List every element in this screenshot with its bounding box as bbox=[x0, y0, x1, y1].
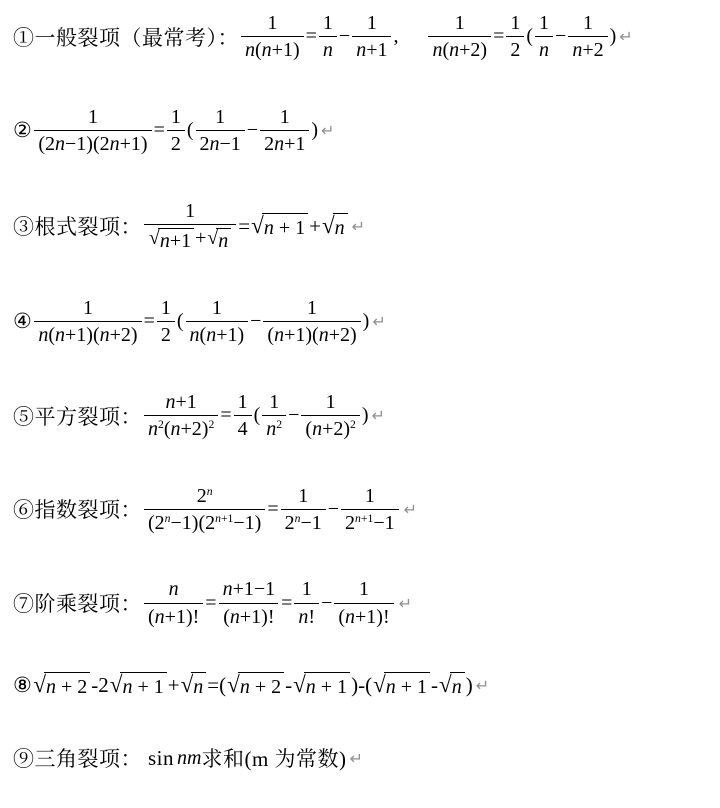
formula-line-5 bbox=[13, 391, 716, 441]
label-text: ③根式裂项： bbox=[13, 215, 142, 240]
fraction-denominator bbox=[144, 509, 265, 534]
math-text: 2 bbox=[170, 133, 181, 156]
math-fraction bbox=[234, 391, 252, 441]
math-text: 4 bbox=[237, 418, 248, 441]
math-text: n bbox=[148, 418, 158, 441]
formula-line-4 bbox=[13, 297, 716, 347]
math-text: 1 bbox=[322, 12, 333, 34]
fraction-denominator bbox=[234, 415, 252, 440]
radicand bbox=[262, 213, 308, 240]
label-text: ⑥指数裂项： bbox=[13, 498, 142, 523]
fraction-numerator bbox=[234, 391, 252, 415]
math-text: n bbox=[168, 578, 179, 601]
math-sqrt bbox=[33, 672, 90, 699]
math-text: n bbox=[266, 418, 277, 441]
radical-sign: √ bbox=[321, 211, 335, 238]
math-text: n bbox=[193, 676, 204, 699]
math-text: 1 bbox=[82, 296, 93, 319]
math-text: (n+1)! bbox=[338, 605, 390, 628]
paragraph-return-icon: ↵ bbox=[398, 593, 413, 613]
math-text: )-( bbox=[351, 673, 373, 698]
radical-sign: √ bbox=[109, 671, 123, 698]
math-text: n! bbox=[298, 605, 316, 628]
math-text: n(n+1) bbox=[189, 324, 245, 347]
label-text: ⑦阶乘裂项： bbox=[13, 592, 142, 617]
math-text: ) bbox=[362, 310, 370, 333]
math-text: 1 bbox=[298, 484, 309, 507]
fraction-denominator bbox=[319, 36, 337, 61]
paragraph-return-icon: ↵ bbox=[372, 312, 386, 332]
formula-line-2 bbox=[13, 106, 716, 156]
math-fraction bbox=[196, 106, 245, 156]
math-fraction bbox=[294, 578, 319, 628]
radicand bbox=[216, 228, 231, 253]
fraction-denominator bbox=[352, 36, 391, 61]
label-text: ② bbox=[13, 118, 33, 143]
math-text: 1 bbox=[510, 12, 521, 34]
math-text: n+1 bbox=[159, 229, 192, 252]
math-superscript: 2 bbox=[350, 418, 356, 432]
fraction-denominator bbox=[281, 509, 326, 534]
paragraph-return-icon: ↵ bbox=[403, 499, 418, 519]
fraction-numerator bbox=[219, 578, 280, 602]
math-text: − bbox=[288, 404, 300, 427]
fraction-numerator bbox=[165, 578, 183, 602]
math-text: − bbox=[246, 119, 259, 142]
fraction-numerator bbox=[303, 297, 321, 321]
math-text: , bbox=[393, 25, 399, 48]
fraction-numerator bbox=[363, 12, 381, 36]
math-text: 2n−1 bbox=[199, 133, 241, 156]
fraction-numerator bbox=[84, 106, 102, 130]
math-fraction bbox=[352, 12, 391, 62]
math-text: 1 bbox=[307, 296, 318, 319]
fraction-numerator bbox=[535, 12, 553, 36]
math-superscript: n+1 bbox=[355, 511, 374, 525]
fraction-numerator bbox=[361, 485, 379, 509]
fraction-denominator bbox=[428, 36, 491, 61]
math-fraction bbox=[281, 485, 326, 535]
math-fraction bbox=[568, 12, 607, 62]
fraction-denominator bbox=[263, 321, 360, 346]
fraction-numerator bbox=[298, 578, 316, 602]
math-sqrt bbox=[181, 672, 207, 699]
math-text: (2n−1)(2n+1) bbox=[38, 133, 148, 156]
math-fraction bbox=[260, 106, 309, 156]
math-text: 1 bbox=[364, 484, 375, 507]
math-text: = bbox=[205, 591, 217, 614]
math-text: (n+2) bbox=[163, 418, 209, 441]
radical-sign: √ bbox=[180, 671, 194, 698]
radicand bbox=[120, 672, 166, 699]
math-text: n + 1 bbox=[122, 676, 164, 699]
math-text: 1 bbox=[211, 296, 222, 319]
math-text: = bbox=[281, 591, 293, 614]
fraction-denominator bbox=[144, 415, 218, 440]
fraction-denominator bbox=[260, 130, 309, 155]
math-fraction bbox=[241, 12, 304, 62]
math-text: 1 bbox=[160, 296, 171, 319]
math-text: 1 bbox=[359, 578, 369, 601]
label-text: 求和(m 为常数) bbox=[201, 747, 347, 772]
math-text: 2n+1 bbox=[264, 133, 306, 156]
math-superscript: 2 bbox=[158, 418, 164, 432]
radicand bbox=[450, 672, 465, 699]
fraction-numerator bbox=[276, 106, 294, 130]
math-fraction bbox=[34, 297, 141, 347]
math-text: ) bbox=[311, 119, 319, 142]
fraction-numerator bbox=[322, 391, 340, 415]
math-text: + bbox=[195, 226, 207, 249]
math-text: n+2 bbox=[572, 39, 604, 62]
fraction-numerator bbox=[181, 200, 199, 224]
fraction-numerator bbox=[263, 12, 281, 36]
radicand bbox=[304, 672, 350, 699]
math-text: 2 bbox=[284, 511, 295, 534]
math-text: n+1−1 bbox=[222, 578, 276, 601]
math-text: n + 2 bbox=[239, 676, 282, 699]
math-text: ) bbox=[609, 25, 617, 48]
paragraph-return-icon: ↵ bbox=[351, 216, 366, 236]
math-text: −1) bbox=[233, 511, 262, 534]
fraction-numerator bbox=[579, 12, 597, 36]
fraction-numerator bbox=[211, 106, 229, 130]
math-text: 1 bbox=[454, 12, 465, 34]
fraction-denominator bbox=[241, 36, 304, 61]
math-sqrt bbox=[207, 228, 231, 253]
math-text: 1 bbox=[366, 12, 377, 34]
radical-sign: √ bbox=[227, 671, 240, 698]
math-text: n+1 bbox=[165, 390, 197, 413]
math-fraction bbox=[506, 12, 524, 62]
fraction-denominator bbox=[186, 321, 249, 346]
math-text: 2 bbox=[196, 484, 207, 507]
formula-line-7 bbox=[13, 578, 716, 628]
math-text: 1 bbox=[215, 105, 226, 128]
math-fraction bbox=[535, 12, 553, 62]
math-text: − bbox=[321, 591, 333, 614]
fraction-numerator bbox=[79, 297, 97, 321]
math-fraction bbox=[157, 297, 175, 347]
fraction-denominator bbox=[568, 36, 607, 61]
math-text: n bbox=[539, 39, 550, 62]
math-text: n(n+1)(n+2) bbox=[38, 324, 138, 347]
paragraph-return-icon: ↵ bbox=[475, 676, 490, 696]
fraction-denominator bbox=[157, 321, 175, 346]
math-text: + bbox=[309, 213, 321, 238]
math-text: 1 bbox=[267, 12, 278, 34]
fraction-denominator bbox=[144, 224, 236, 253]
fraction-numerator bbox=[506, 12, 524, 36]
math-sqrt bbox=[373, 672, 430, 699]
math-text: 1 bbox=[325, 390, 336, 413]
math-text: − bbox=[555, 25, 567, 48]
radicand bbox=[191, 672, 206, 699]
math-text: 1 bbox=[269, 390, 280, 413]
math-text: ( bbox=[526, 25, 534, 48]
math-fraction bbox=[319, 12, 337, 62]
math-fraction bbox=[144, 485, 265, 535]
math-fraction bbox=[144, 391, 218, 441]
label-text: ⑨三角裂项： bbox=[13, 747, 142, 772]
math-text: 1 bbox=[87, 105, 98, 128]
math-text: 1 bbox=[582, 12, 593, 34]
math-fraction bbox=[186, 297, 249, 347]
math-text: −1)(2 bbox=[170, 511, 216, 534]
fraction-numerator bbox=[294, 485, 312, 509]
math-text: (n+1)! bbox=[223, 605, 275, 628]
math-text: + bbox=[167, 673, 180, 698]
math-text: (n+2) bbox=[305, 418, 351, 441]
fraction-numerator bbox=[265, 391, 283, 415]
math-text: − bbox=[327, 497, 340, 520]
fraction-denominator bbox=[301, 415, 359, 440]
math-text: (2 bbox=[148, 511, 165, 534]
paragraph-return-icon: ↵ bbox=[321, 121, 335, 141]
math-sqrt bbox=[110, 672, 167, 699]
math-text: n + 1 bbox=[305, 676, 348, 699]
label-text: ①一般裂项（最常考）： bbox=[13, 25, 239, 50]
math-text: n bbox=[322, 39, 333, 62]
math-text: (n+1)! bbox=[148, 605, 200, 628]
radical-sign: √ bbox=[33, 671, 47, 698]
math-text: −1 bbox=[300, 511, 322, 534]
math-text: = bbox=[143, 310, 155, 333]
math-text: n + 1 bbox=[385, 676, 428, 699]
formula-line-3 bbox=[13, 200, 716, 253]
radicand bbox=[44, 672, 90, 699]
math-text: = bbox=[153, 119, 165, 142]
math-text: n bbox=[334, 216, 345, 239]
math-text: -2 bbox=[91, 673, 109, 698]
paragraph-return-icon: ↵ bbox=[619, 27, 633, 47]
fraction-numerator bbox=[355, 578, 373, 602]
math-text: = bbox=[238, 213, 251, 238]
math-fraction bbox=[34, 106, 151, 156]
math-text: = bbox=[220, 404, 232, 427]
fraction-numerator bbox=[319, 12, 337, 36]
fraction-numerator bbox=[208, 297, 226, 321]
fraction-numerator bbox=[157, 297, 175, 321]
math-text: 1 bbox=[279, 105, 290, 128]
math-text: 1 bbox=[301, 578, 312, 601]
label-text: ⑧ bbox=[13, 673, 33, 698]
math-text: ) bbox=[361, 404, 369, 427]
formula-line-6 bbox=[13, 485, 716, 535]
math-text: - bbox=[285, 673, 293, 698]
math-text: 1 bbox=[185, 199, 196, 222]
radicand bbox=[158, 228, 194, 253]
formula-line-1 bbox=[13, 12, 716, 62]
radicand bbox=[238, 672, 284, 699]
math-text: n bbox=[218, 229, 229, 252]
fraction-denominator bbox=[196, 130, 245, 155]
radical-sign: √ bbox=[439, 671, 452, 698]
math-text: 1 bbox=[237, 390, 248, 413]
formula-line-9 bbox=[13, 743, 716, 773]
formula-line-8 bbox=[13, 672, 716, 699]
math-superscript: n bbox=[164, 511, 171, 525]
math-sqrt bbox=[227, 672, 284, 699]
fraction-denominator bbox=[506, 36, 524, 61]
fraction-denominator bbox=[167, 130, 185, 155]
math-superscript: n+1 bbox=[215, 511, 234, 525]
paragraph-return-icon: ↵ bbox=[371, 406, 385, 426]
fraction-denominator bbox=[535, 36, 553, 61]
math-text: 1 bbox=[170, 105, 181, 128]
math-text: 1 bbox=[539, 12, 550, 34]
math-sqrt bbox=[322, 213, 348, 240]
math-fraction bbox=[334, 578, 393, 628]
label-text: ④ bbox=[13, 309, 33, 334]
math-superscript: 2 bbox=[276, 418, 283, 432]
math-text: nm bbox=[177, 746, 202, 769]
radicand bbox=[384, 672, 430, 699]
math-text: 2 bbox=[345, 511, 356, 534]
math-fraction bbox=[144, 200, 236, 253]
math-text: n + 1 bbox=[263, 216, 306, 239]
math-fraction bbox=[262, 391, 286, 441]
math-text: n bbox=[451, 676, 462, 699]
math-sqrt bbox=[439, 672, 465, 699]
math-fraction bbox=[301, 391, 359, 441]
math-text: − bbox=[338, 25, 351, 48]
math-sqrt bbox=[293, 672, 350, 699]
label-text: sin bbox=[148, 745, 175, 770]
radical-sign: √ bbox=[251, 211, 264, 238]
label-text: ⑤平方裂项： bbox=[13, 404, 142, 429]
math-fraction bbox=[167, 106, 185, 156]
radical-sign: √ bbox=[207, 226, 219, 249]
math-text: ( bbox=[253, 404, 261, 427]
math-text: = bbox=[305, 25, 317, 48]
math-text: ( bbox=[176, 310, 184, 333]
radical-sign: √ bbox=[293, 671, 306, 698]
radicand bbox=[333, 213, 348, 240]
math-text: n(n+1) bbox=[245, 39, 300, 62]
fraction-numerator bbox=[193, 485, 217, 509]
fraction-denominator bbox=[334, 603, 393, 628]
fraction-denominator bbox=[341, 509, 399, 534]
math-sqrt bbox=[149, 228, 194, 253]
math-fraction bbox=[219, 578, 280, 628]
radical-sign: √ bbox=[149, 226, 160, 249]
fraction-denominator bbox=[294, 603, 319, 628]
math-sqrt bbox=[251, 213, 308, 240]
math-fraction bbox=[428, 12, 491, 62]
math-text: =( bbox=[207, 673, 227, 698]
math-text: (n+1)(n+2) bbox=[267, 324, 357, 347]
math-text: - bbox=[431, 673, 439, 698]
fraction-numerator bbox=[167, 106, 185, 130]
radical-sign: √ bbox=[373, 671, 386, 698]
fraction-numerator bbox=[451, 12, 469, 36]
fraction-denominator bbox=[262, 415, 286, 440]
paragraph-return-icon: ↵ bbox=[349, 748, 363, 768]
math-fraction bbox=[341, 485, 399, 535]
math-text: −1 bbox=[373, 511, 395, 534]
math-text: 2 bbox=[510, 39, 521, 62]
math-text: ( bbox=[186, 119, 194, 142]
math-superscript: n bbox=[294, 511, 301, 525]
fraction-denominator bbox=[144, 603, 203, 628]
math-fraction bbox=[144, 578, 203, 628]
math-text: 2 bbox=[160, 324, 171, 347]
math-text: ) bbox=[465, 673, 473, 698]
math-text: = bbox=[267, 497, 279, 520]
math-superscript: n bbox=[206, 484, 213, 498]
math-text: n+1 bbox=[356, 39, 388, 62]
fraction-denominator bbox=[34, 321, 141, 346]
math-text: − bbox=[250, 310, 262, 333]
math-superscript: 2 bbox=[208, 418, 215, 432]
fraction-denominator bbox=[34, 130, 151, 155]
math-text: n(n+2) bbox=[432, 39, 488, 62]
math-text: n + 2 bbox=[46, 676, 88, 699]
fraction-denominator bbox=[219, 603, 278, 628]
math-text: = bbox=[493, 25, 505, 48]
fraction-numerator bbox=[162, 391, 201, 415]
math-fraction bbox=[263, 297, 360, 347]
